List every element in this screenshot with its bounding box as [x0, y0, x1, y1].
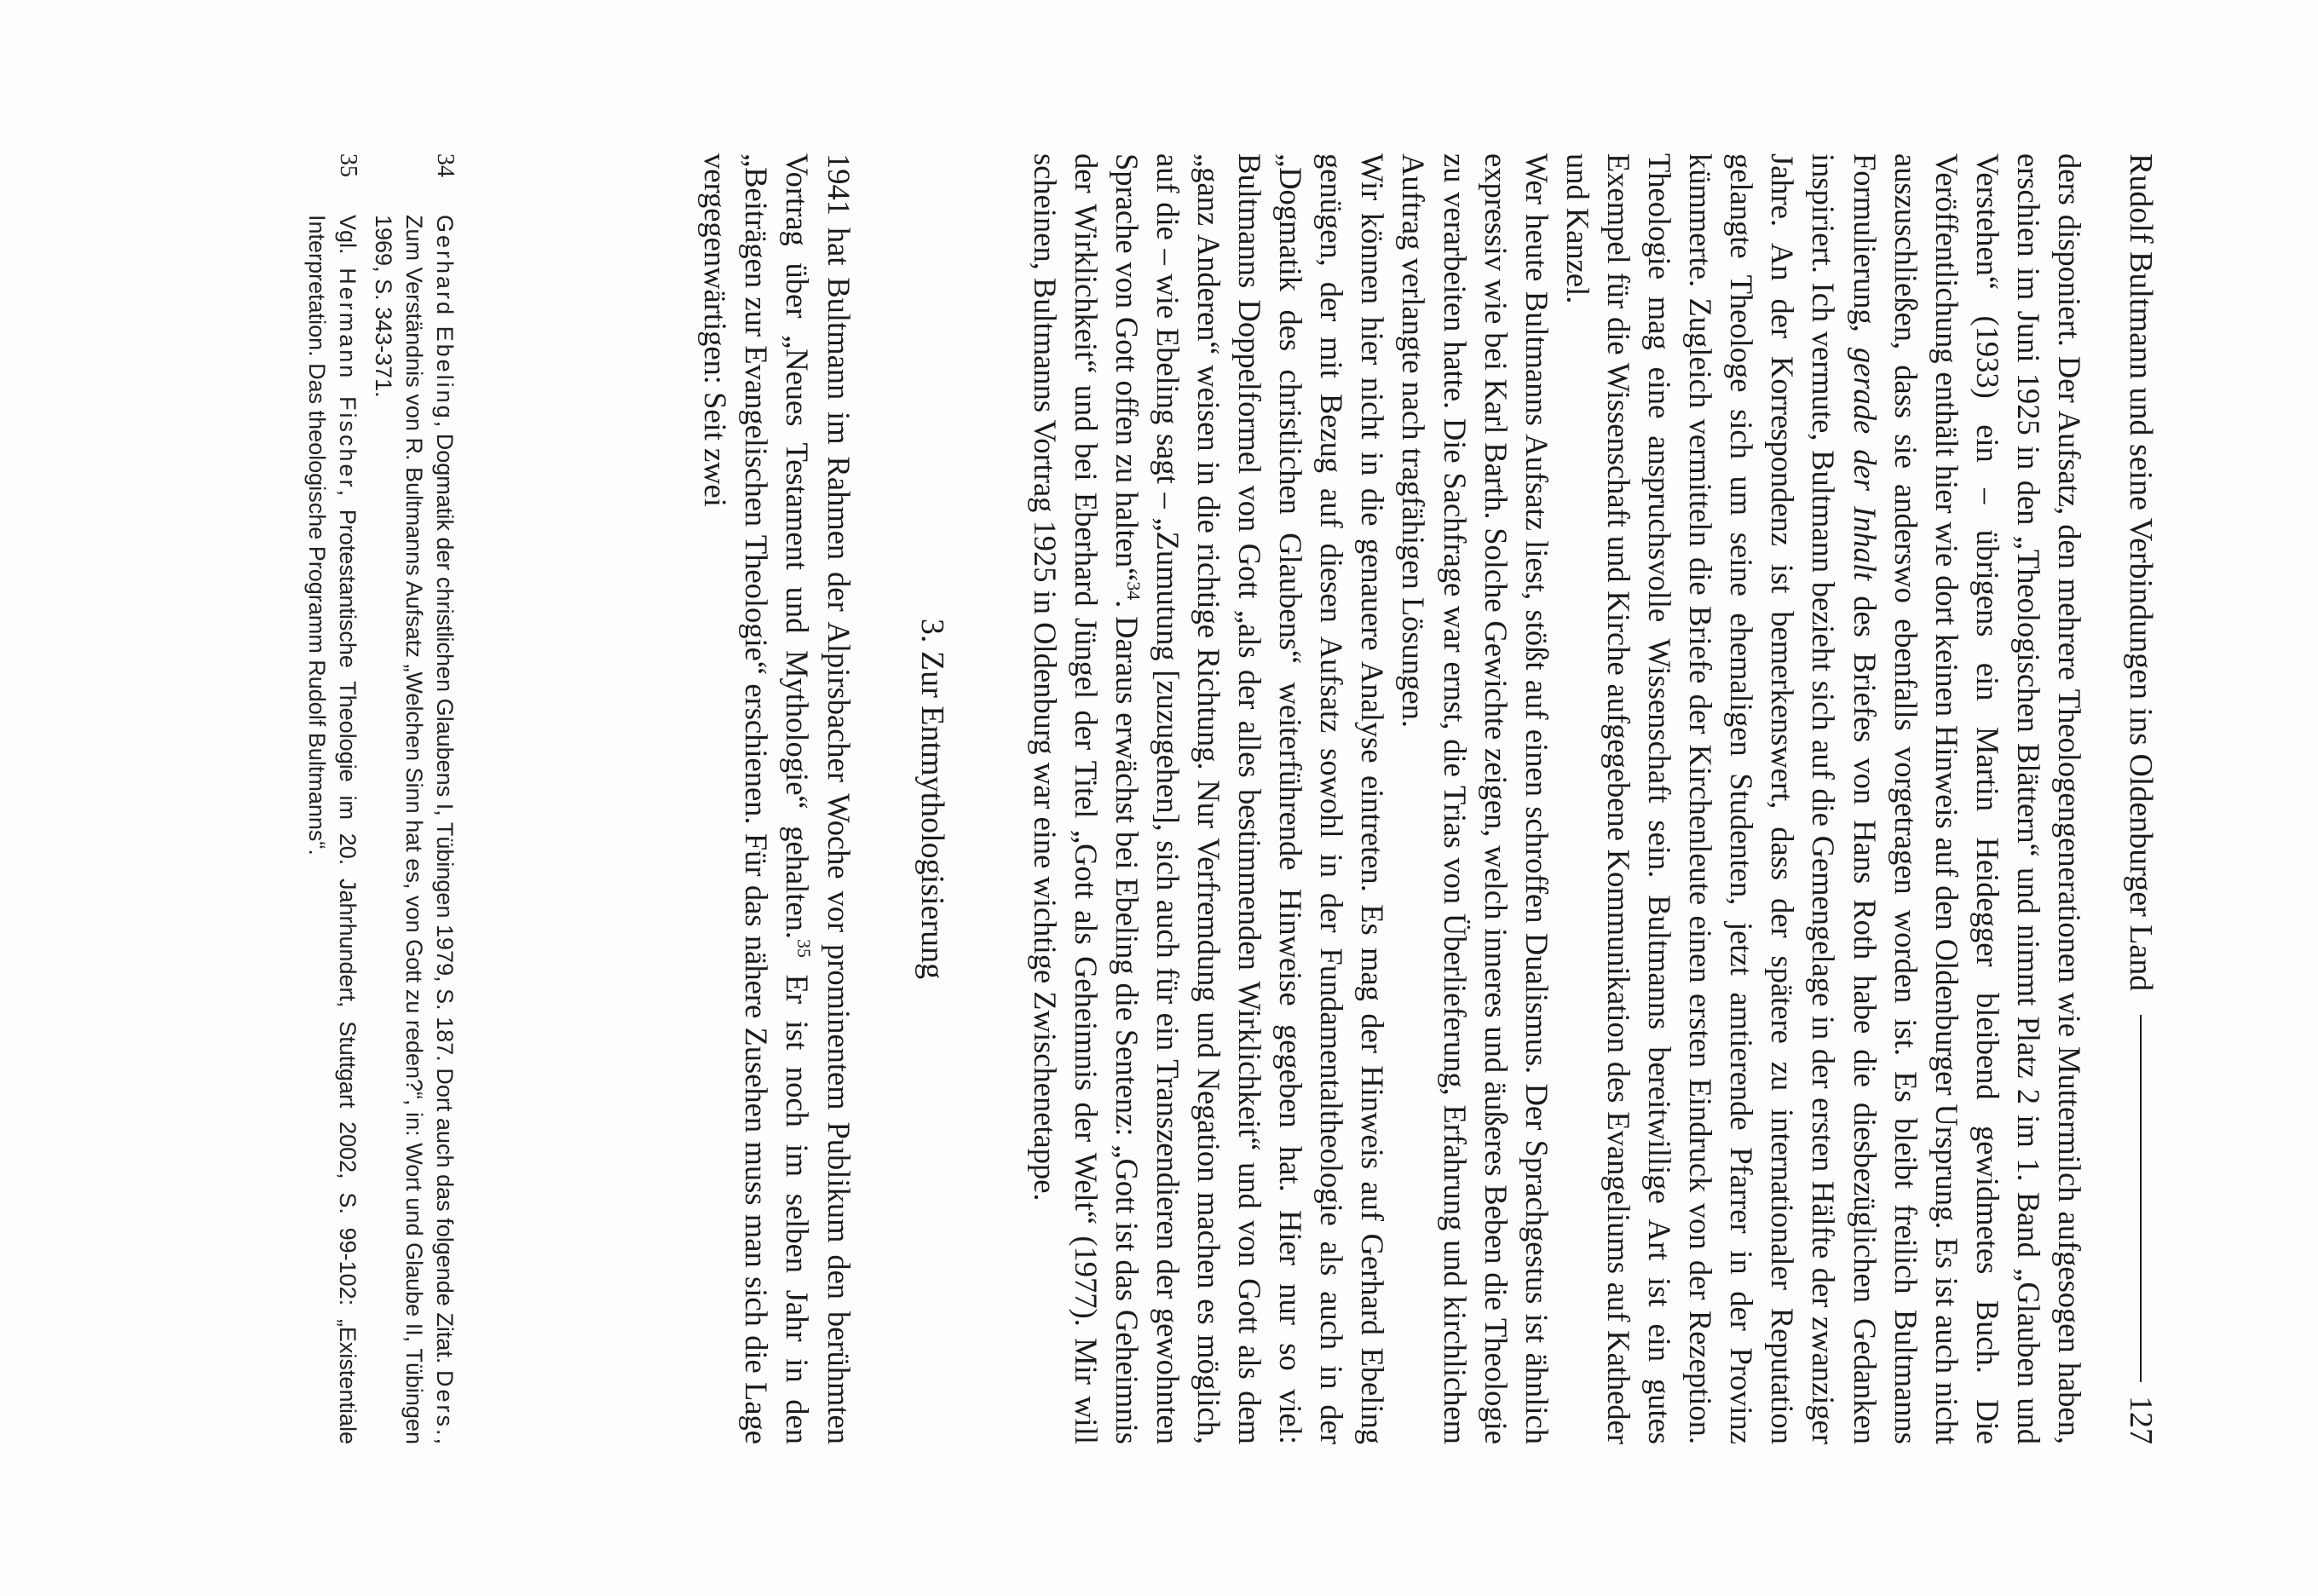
paragraph-1: ders disponiert. Der Aufsatz, den mehrere Theologengenerationen wie Muttermilch aufgesogen haben, erschien im Juni 1925 in den „Theologischen Blättern“ und nimmt Platz 2 im 1. Band „Glauben und Verstehen“ (1933) ein – übrigens ein Martin Heidegger bleibend gewidmetes Buch. Die Veröffentlichung enthält hier wie dort keinen Hinweis auf den Oldenburger Ursprung. Es ist auch nicht auszuschließen, dass sie anderswo ebenfalls vorgetragen worden ist. Es bleibt freilich Bultmanns Formulierung, gerade der Inhalt des Briefes von Hans Roth habe die diesbezüglichen Gedanken inspiriert. Ich vermute, Bultmann bezieht sich auf die Gemengelage in der ersten Hälfte der zwanziger Jahre. An der Korrespondenz ist bemerkenswert, dass der spätere zu internationaler Reputation gelangte Theologe sich um seine ehemaligen Studenten, jetzt amtierende Pfarrer in der Provinz kümmerte. Zugleich vermitteln die Briefe der Kirchenleute einen ersten Eindruck von der Rezeption. Theologie mag eine anspruchsvolle Wissenschaft sein. Bultmanns bereitwillige Art ist ein gutes Exempel für die Wissenschaft und Kirche aufgegebene Kommunikation des Evangeliums auf Katheder und Kanzel. [1560, 153, 2087, 1445]
emphasis: gerade der Inhalt [1847, 347, 1883, 581]
page-header [2115, 153, 2166, 1444]
footnote-text: Vgl. Hermann Fischer, Protestantische Theologie im 20. Jahrhundert, Stuttgart 2002, S. 99-102: „Existentiale Interpretation. Das theologische Programm Rudolf Bultmanns“. [304, 215, 360, 1444]
footnote-author: Gerhard Ebeling [432, 215, 458, 421]
footnote-text: Gerhard Ebeling, Dogmatik der christlichen Glaubens I, Tübingen 1979, S. 187. Dort auch das folgende Zitat. Ders., Zum Verständnis von R. Bultmanns Aufsatz „Welchen Sinn hat es, von Gott zu reden?“, in: Wort und Glaube II, Tübingen 1969, S. 343-371. [371, 215, 458, 1444]
footnotes [297, 153, 460, 1444]
footnote-ref-35: 35 [793, 939, 816, 958]
footnote-35 [302, 153, 363, 1444]
page-number: 127 [2123, 1396, 2159, 1444]
footnote-number: 34 [432, 153, 458, 177]
paragraph-3: Wir können hier nicht in die genauere Analyse eintreten. Es mag der Hinweis auf Gerhard Ebeling genügen, der mit Bezug auf diesen Aufsatz sowohl in der Fundamentaltheologie als auch in der „Dogmatik des christlichen Glaubens“ weiterführende Hinweise gegeben hat. Hier nur so viel: Bultmanns Doppelformel von Gott „als der alles bestimmenden Wirklichkeit“ und von Gott als dem „ganz Anderen“ weisen in die richtige Richtung. Nur Verfremdung und Negation machen es möglich, auf die – wie Ebeling sagt – „Zumutung [zuzugehen], sich auch für ein Transzendieren der gewohnten Sprache von Gott offen zu halten“$^{34}$. Daraus erwächst bei Ebeling die Sentenz: „Gott ist das Geheimnis der Wirklichkeit“ und bei Eberhard Jüngel der Titel „Gott als Geheimnis der Welt“ (1977). Mir will scheinen, Bultmanns Vortrag 1925 in Oldenburg war eine wichtige Zwischenetappe. [1027, 153, 1391, 1445]
footnote-ref-34: 34 [1123, 581, 1145, 601]
footnote-author: Hermann Fischer [335, 268, 360, 490]
paragraph-4: 1941 hat Bultmann im Rahmen der Alpirsbacher Woche vor prominentem Publikum den berühmten Vortrag über „Neues Testament und Mythologie“ gehalten.$^{35}$ Er ist noch im selben Jahr in den „Beiträgen zur Evangelischen Theologie“ erschienen. Für das nähere Zusehen muss man sich die Lage vergegenwärtigen: Seit zwei [698, 153, 856, 1444]
body-text [695, 153, 2090, 1444]
footnote-34 [368, 153, 460, 1444]
section-heading: 3. Zur Entmythologisierung [914, 618, 950, 980]
footnote-number: 35 [335, 153, 361, 177]
running-title: Rudolf Bultmann und seine Verbindungen ins Oldenburger Land [2123, 153, 2159, 992]
header-rule [2140, 1015, 2142, 1382]
paragraph-2: Wer heute Bultmanns Aufsatz liest, stößt auf einen schroffen Dualismus. Der Sprachgestus ist ähnlich expressiv wie bei Karl Barth. Solche Gewichte zeigen, welch inneres und äußeres Beben die Theologie zu verarbeiten hatte. Die Sachfrage war ernst, die Trias von Überlieferung, Erfahrung und kirchlichem Auftrag verlangte nach tragfähigen Lösungen. [1396, 153, 1554, 1444]
footnote-author: Ders. [432, 1369, 458, 1438]
